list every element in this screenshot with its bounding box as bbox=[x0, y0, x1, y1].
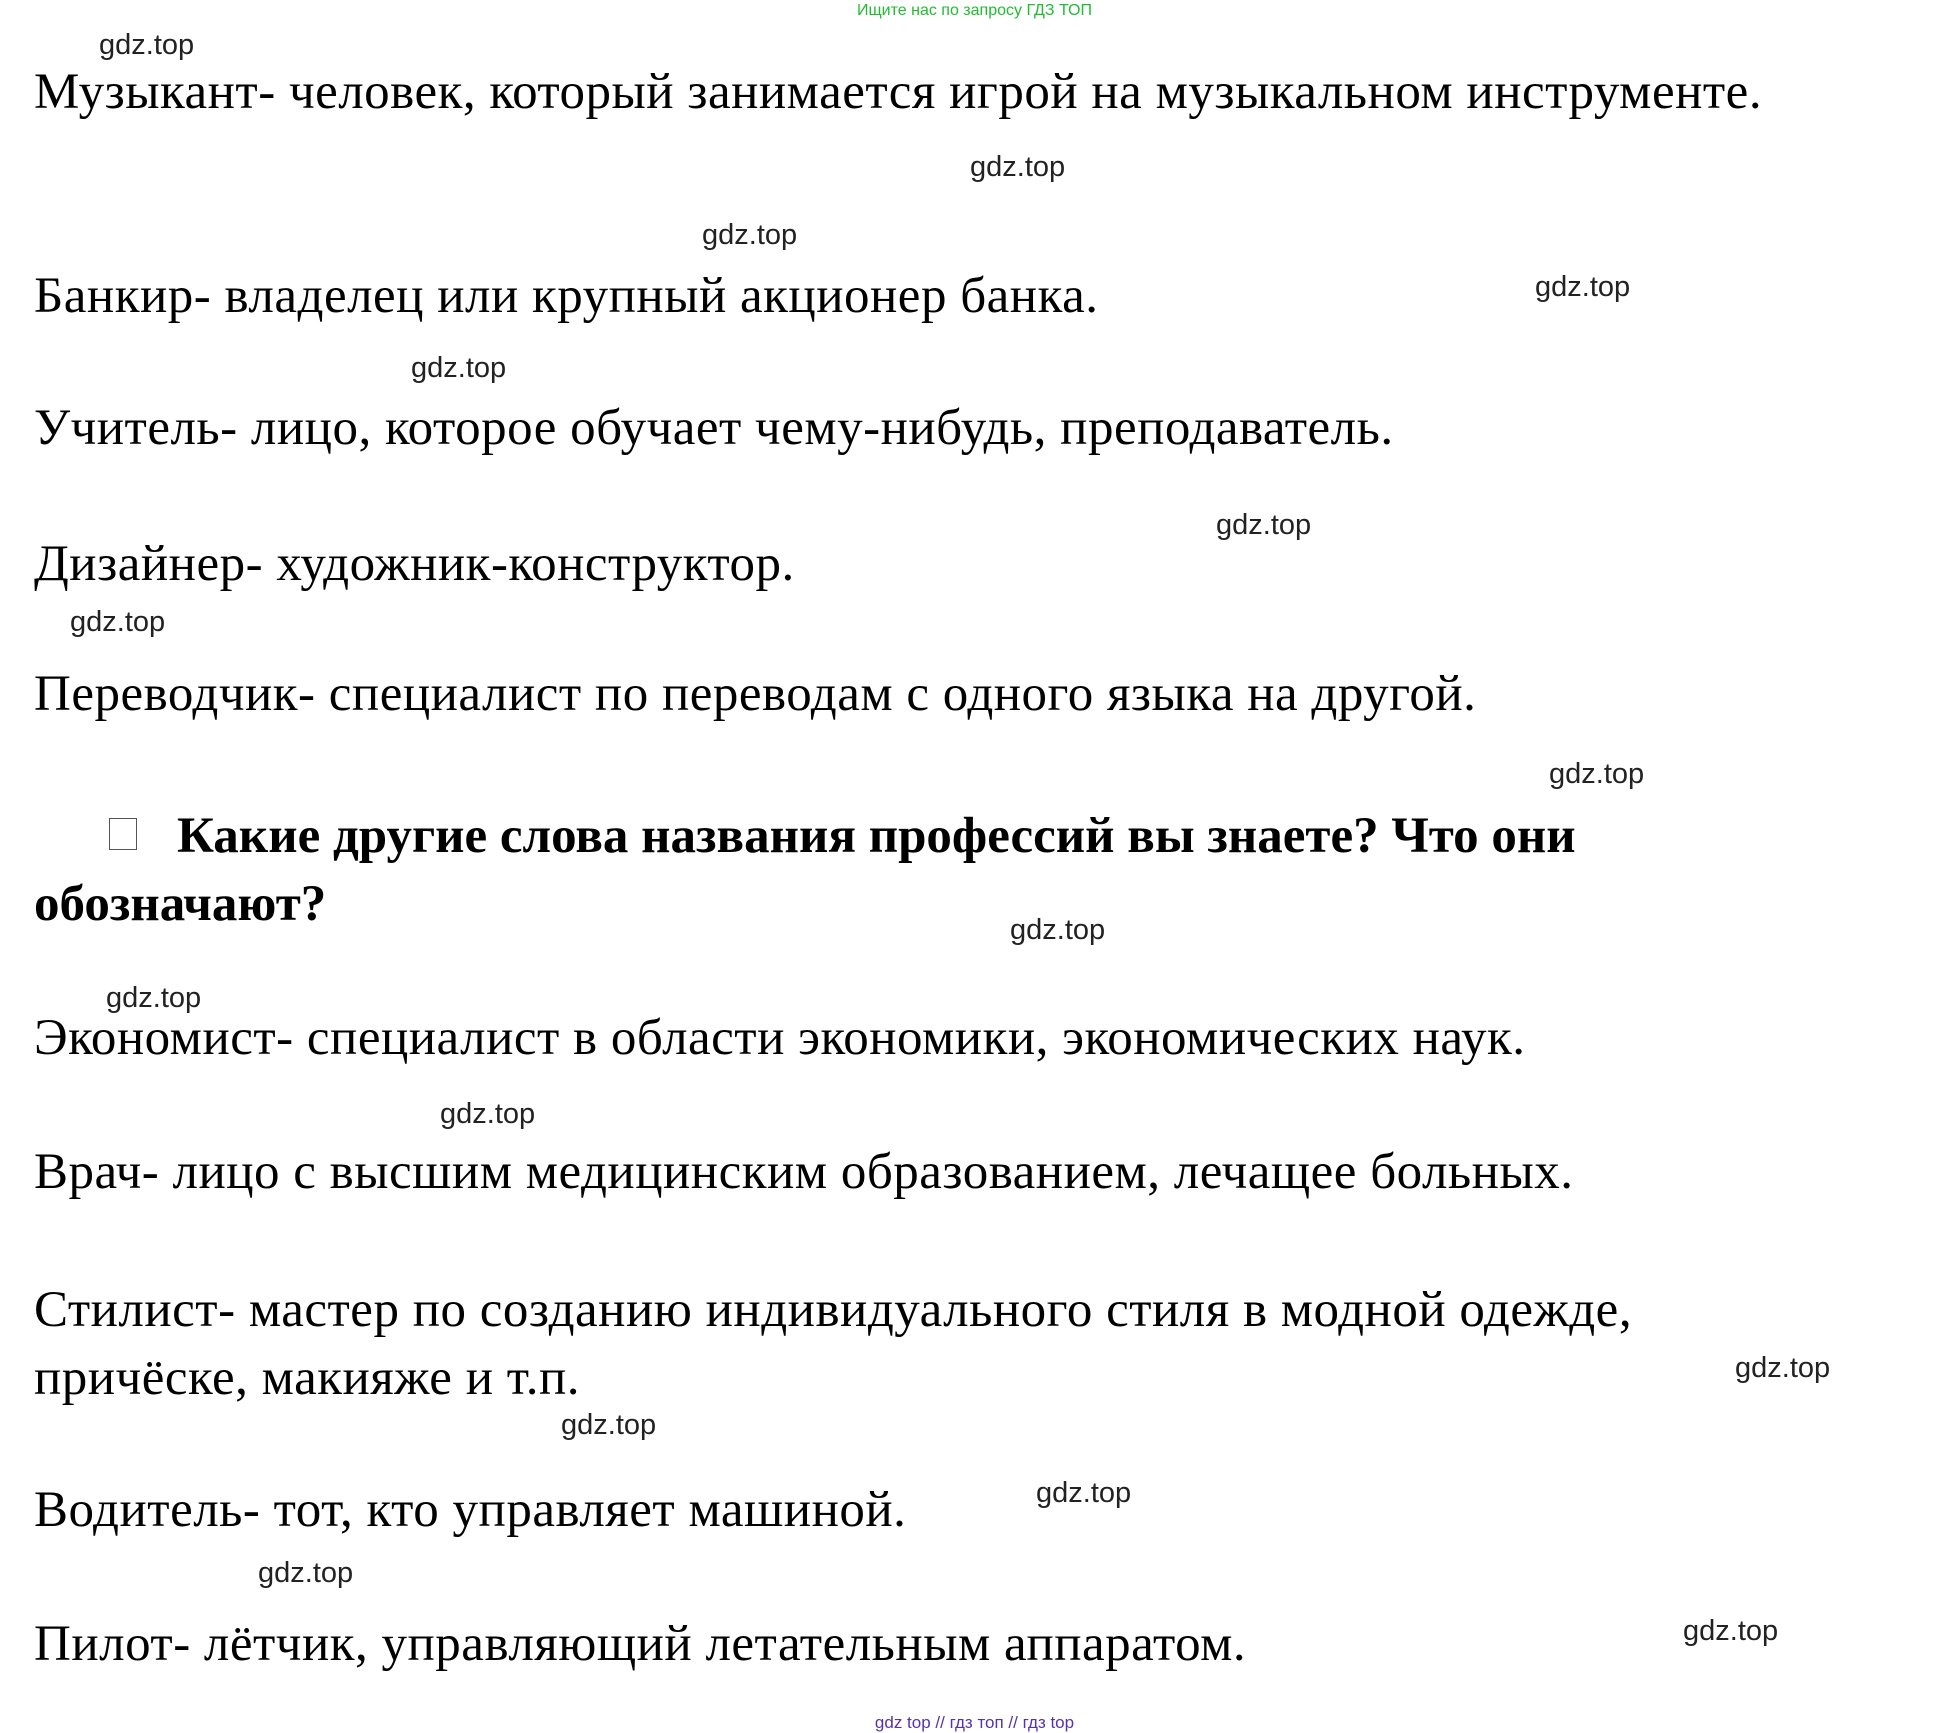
question-heading bbox=[34, 802, 1802, 938]
top-banner: Ищите нас по запросу ГДЗ ТОП bbox=[857, 2, 1092, 19]
watermark: gdz.top bbox=[411, 352, 507, 384]
watermark: gdz.top bbox=[702, 219, 798, 251]
watermark: gdz.top bbox=[1735, 1352, 1831, 1384]
paragraph-musician: Музыкант- человек, который занимается игрой на музыкальном инструменте. bbox=[34, 64, 1763, 120]
watermark: gdz.top bbox=[70, 606, 166, 638]
answer-driver: Водитель- тот, кто управляет машиной. bbox=[34, 1482, 907, 1538]
watermark: gdz.top bbox=[1535, 271, 1631, 303]
answer-doctor: Врач- лицо с высшим медицинским образованием, лечащее больных. bbox=[34, 1144, 1574, 1200]
paragraph-banker: Банкир- владелец или крупный акционер банка. bbox=[34, 268, 1099, 324]
watermark: gdz.top bbox=[1683, 1615, 1779, 1647]
question-text: Какие другие слова названия профессий вы знаете? Что они обозначают? bbox=[34, 808, 1576, 932]
watermark: gdz.top bbox=[99, 29, 195, 61]
watermark: gdz.top bbox=[440, 1098, 536, 1130]
watermark: gdz.top bbox=[970, 151, 1066, 183]
answer-pilot: Пилот- лётчик, управляющий летательным аппаратом. bbox=[34, 1616, 1247, 1672]
watermark: gdz.top bbox=[106, 982, 202, 1014]
answer-stylist: Стилист- мастер по созданию индивидуального стиля в модной одежде, причёске, макияже и т.п. bbox=[34, 1282, 1633, 1406]
watermark: gdz.top bbox=[1216, 509, 1312, 541]
watermark: gdz.top bbox=[1010, 914, 1106, 946]
watermark: gdz.top bbox=[1549, 758, 1645, 790]
paragraph-designer: Дизайнер- художник-конструктор. bbox=[34, 536, 795, 592]
watermark: gdz.top bbox=[561, 1409, 657, 1441]
watermark: gdz.top bbox=[1036, 1477, 1132, 1509]
paragraph-teacher: Учитель- лицо, которое обучает чему-нибудь, преподаватель. bbox=[34, 400, 1394, 456]
footer-watermark: gdz top // гдз топ // гдз top bbox=[874, 1713, 1075, 1732]
checkbox-glyph-icon bbox=[109, 818, 137, 850]
paragraph-translator: Переводчик- специалист по переводам с одного языка на другой. bbox=[34, 666, 1477, 722]
watermark: gdz.top bbox=[258, 1557, 354, 1589]
answer-economist: Экономист- специалист в области экономики, экономических наук. bbox=[34, 1010, 1526, 1066]
